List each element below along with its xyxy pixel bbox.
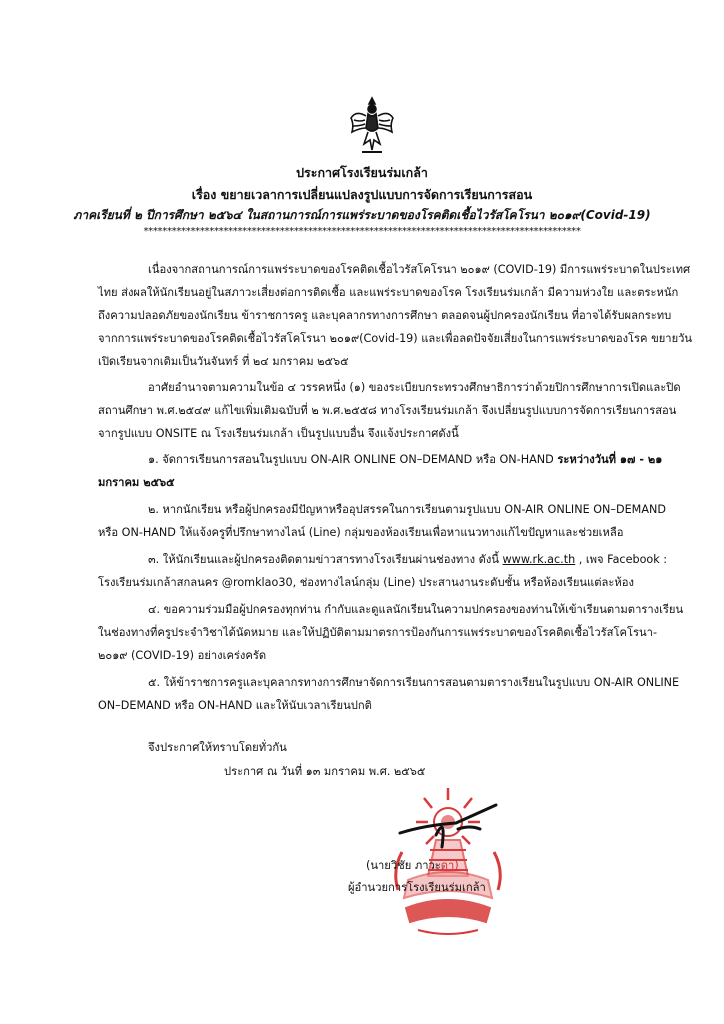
item-3-line: โรงเรียนร่มเกล้าสกลนคร @romklao30, ช่องทางไลน์กลุ่ม (Line) ประสานงานระดับชั้น หรือห้องเรียนแต่ละห้อง — [98, 576, 634, 589]
announce-date: ประกาศ ณ วันที่ ๑๓ มกราคม พ.ศ. ๒๕๖๕ — [224, 765, 426, 778]
signature-mark — [396, 795, 516, 855]
item-5-line: ON–DEMAND หรือ ON-HAND และให้นับเวลาเรียนปกติ — [98, 699, 372, 712]
signer-title: ผู้อำนวยการโรงเรียนร่มเกล้า — [348, 881, 486, 894]
authority-line: จากรูปแบบ ONSITE ณ โรงเรียนร่มเกล้า เป็นรูปแบบอื่น จึงแจ้งประกาศดังนี้ — [98, 427, 459, 440]
item-2-line: หรือ ON-HAND ให้แจ้งครูที่ปรึกษาทางไลน์ (Line) กลุ่มของห้องเรียนเพื่อหาแนวทางแก้ไขปัญหาและช่วยเหลือ — [98, 526, 624, 539]
star-divider: ********************************************************************************************* — [143, 226, 581, 237]
website-link[interactable]: www.rk.ac.th — [502, 553, 576, 566]
intro-line: ไทย ส่งผลให้นักเรียนอยู่ในสภาวะเสี่ยงต่อการติดเชื้อ และแพร่ระบาดของโรค โรงเรียนร่มเกล้า มีความห่วงใย และตระหนัก — [98, 286, 679, 299]
item-1-dates: ระหว่างวันที่ ๑๗ - ๒๑ — [557, 453, 663, 466]
closing-announce: จึงประกาศให้ทราบโดยทั่วกัน — [148, 741, 287, 754]
item-1 — [148, 452, 662, 468]
item-4-line: ๒๐๑๙ (COVID-19) อย่างเคร่งครัด — [98, 649, 267, 662]
item-4-line: ในช่องทางที่ครูประจำวิชาได้นัดหมาย และให้ปฏิบัติตามมาตรการป้องกันการแพร่ระบาดของโรคติดเชื้อไวรัสโคโรนา- — [98, 626, 657, 639]
announcement-subject: เรื่อง ขยายเวลาการเปลี่ยนแปลงรูปแบบการจัดการเรียนการสอน — [191, 187, 533, 202]
intro-line: เปิดเรียนจากเดิมเป็นวันจันทร์ ที่ ๒๔ มกราคม ๒๕๖๕ — [98, 355, 349, 368]
item-3-text: ๓. ให้นักเรียนและผู้ปกครองติดตามข่าวสารทางโรงเรียนผ่านช่องทาง ดังนี้ — [148, 553, 503, 566]
intro-line: ถึงความปลอดภัยของนักเรียน ข้าราชการครู และบุคลากรทางการศึกษา ตลอดจนผู้ปกครองนักเรียน ที่อาจได้รับผลกระทบ — [98, 309, 672, 322]
intro-line: เนื่องจากสถานการณ์การแพร่ระบาดของโรคติดเชื้อไวรัสโคโรนา ๒๐๑๙ (COVID-19) มีการแพร่ระบาดในประเทศ — [148, 263, 691, 276]
authority-line: สถานศึกษา พ.ศ.๒๕๔๙ แก้ไขเพิ่มเติมฉบับที่ ๒ พ.ศ.๒๕๕๘ ทางโรงเรียนร่มเกล้า จึงเปลี่ยนรูปแบบการจัดการเรียนการสอน — [98, 404, 677, 417]
item-3 — [148, 552, 667, 568]
garuda-emblem-icon — [348, 94, 396, 156]
authority-line: อาศัยอำนาจตามความในข้อ ๔ วรรคหนึ่ง (๑) ของระเบียบกระทรวงศึกษาธิการว่าด้วยปิการศึกษาการเปิดและปิด — [148, 381, 681, 394]
item-1-dates-cont: มกราคม ๒๕๖๕ — [98, 476, 175, 489]
item-3-facebook: , เพจ Facebook : — [575, 553, 668, 566]
signer-name: (นายวิชัย ภาวะดา) — [366, 859, 459, 872]
item-1-text: ๑. จัดการเรียนการสอนในรูปแบบ ON-AIR ONLINE ON–DEMAND หรือ ON-HAND — [148, 453, 558, 466]
item-4-line: ๔. ขอความร่วมมือผู้ปกครองทุกท่าน กำกับและดูแลนักเรียนในความปกครองของท่านให้เข้าเรียนตามตารางเรียน — [148, 603, 684, 616]
item-2-line: ๒. หากนักเรียน หรือผู้ปกครองมีปัญหาหรืออุปสรรคในการเรียนตามรูปแบบ ON-AIR ONLINE ON–DEMAND — [148, 503, 666, 516]
item-5-line: ๕. ให้ข้าราชการครูและบุคลากรทางการศึกษาจัดการเรียนการสอนตามตารางเรียนในรูปแบบ ON-AIR ONLINE — [148, 676, 680, 689]
announcement-title: ประกาศโรงเรียนร่มเกล้า — [296, 165, 428, 180]
intro-line: จากการแพร่ระบาดของโรคติดเชื้อไวรัสโคโรนา ๒๐๑๙(Covid-19) และเพื่อลดปัจจัยเสี่ยงในการแพร่ระบาดของโรค ขยายวัน — [98, 332, 693, 345]
announcement-term: ภาคเรียนที่ ๒ ปีการศึกษา ๒๕๖๔ ในสถานการณ์การแพร่ระบาดของโรคติดเชื้อไวรัสโคโรนา ๒๐๑๙(Covid-19) — [73, 208, 651, 222]
